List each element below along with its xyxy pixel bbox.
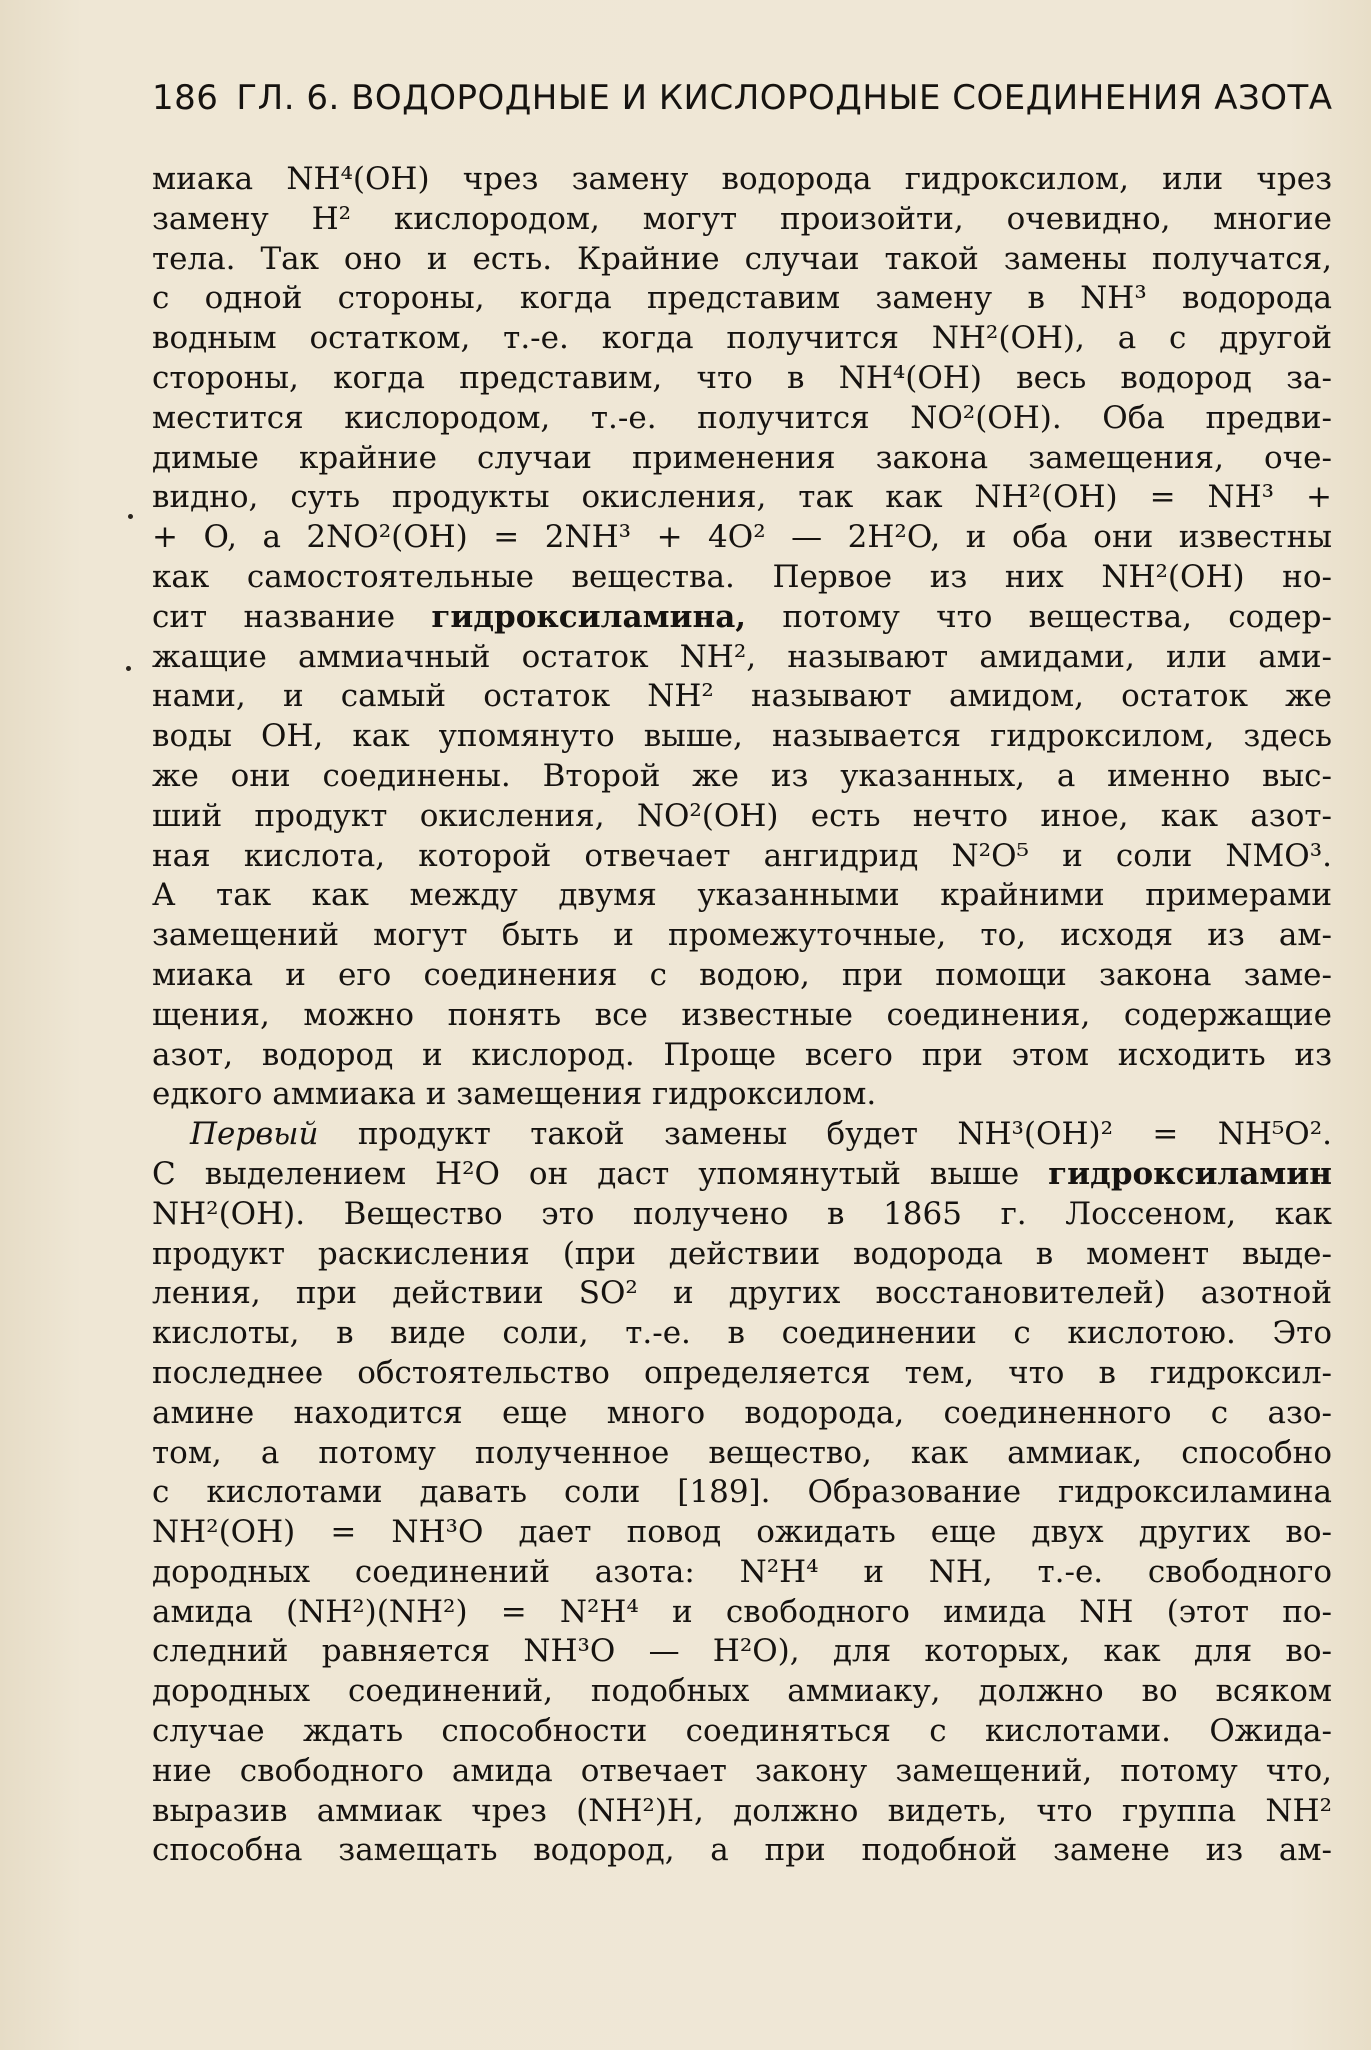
margin-mark [128,514,133,519]
text-line [152,1712,1332,1752]
text-run: дородных соединений, подобных аммиаку, должно во всяком [152,1673,1332,1710]
margin-mark [126,666,131,671]
text-run: ние свободного амида отвечает закону замещений, потому что, [152,1752,1332,1789]
text-line [152,478,1332,518]
text-line [152,1513,1332,1553]
text-line [152,319,1332,359]
text-line [152,996,1332,1036]
text-run: замену H² кислородом, могут произойти, очевидно, многие [152,200,1332,237]
text-line [152,1434,1332,1474]
text-run: местится кислородом, т.-е. получится NO²(OH). Оба предви- [152,399,1332,436]
text-run: потому что вещества, содер- [746,598,1332,635]
text-line [152,1115,1332,1155]
text-run: щения, можно понять все известные соединения, содержащие [152,996,1332,1033]
text-run: С выделением H²O он даст упомянутый выше [152,1155,1049,1192]
text-run: как самостоятельные вещества. Первое из них NH²(OH) но- [152,558,1332,595]
text-line [152,160,1332,200]
text-run: А так как между двумя указанными крайними примерами [152,877,1332,914]
text-run: ший продукт окисления, NO²(OH) есть нечто иное, как азот- [152,797,1332,834]
text-run: замещений могут быть и промежуточные, то, исходя из ам- [152,917,1332,954]
text-line [152,1235,1332,1275]
text-line [152,837,1332,877]
text-line [152,359,1332,399]
text-run: стороны, когда представим, что в NH⁴(OH) весь водород за- [152,359,1332,396]
text-line [152,200,1332,240]
text-line [152,677,1332,717]
text-run: ная кислота, которой отвечает ангидрид N²O⁵ и соли NMO³. [152,837,1332,874]
text-line [152,558,1332,598]
text-run: дородных соединений азота: N²H⁴ и NH, т.-е. свободного [152,1553,1332,1590]
text-line [152,876,1332,916]
text-line [152,240,1332,280]
text-line [152,279,1332,319]
bold-term: гидроксиламина, [431,598,747,635]
text-line [152,1036,1332,1076]
text-line [152,1394,1332,1434]
text-run: выразив аммиак чрез (NH²)H, должно видеть, что группа NH² [152,1792,1332,1829]
text-run: NH²(OH). Вещество это получено в 1865 г. Лоссеном, как [152,1195,1332,1232]
text-run: сит название [152,598,432,635]
text-line [152,1632,1332,1672]
text-line [152,1553,1332,1593]
text-run: с одной стороны, когда представим замену в NH³ водорода [152,280,1332,317]
text-run: видно, суть продукты окисления, так как NH²(OH) = NH³ + [152,479,1332,516]
text-line [152,1354,1332,1394]
text-run: ления, при действии SO² и других восстановителей) азотной [152,1275,1332,1312]
running-header [152,78,1332,118]
text-run: жащие аммиачный остаток NH², называют амидами, или ами- [152,638,1332,675]
text-run: же они соединены. Второй же из указанных, а именно выс- [152,757,1332,794]
text-run: кислоты, в виде соли, т.-е. в соединении с кислотою. Это [152,1315,1332,1352]
text-line [152,1672,1332,1712]
text-run: способна замещать водород, а при подобной замене из ам- [152,1832,1332,1869]
italic-term: Первый [190,1116,319,1153]
text-run: едкого аммиака и замещения гидроксилом. [152,1076,877,1113]
text-line [152,956,1332,996]
text-run: + O, а 2NO²(OH) = 2NH³ + 4O² — 2H²O, и оба они известны [152,519,1332,556]
text-line [152,518,1332,558]
text-run: водным остатком, т.-е. когда получится NH²(OH), а с другой [152,320,1332,357]
text-line [152,1752,1332,1792]
body-text [152,160,1332,1871]
text-line [152,1792,1332,1832]
running-title: ГЛ. 6. ВОДОРОДНЫЕ И КИСЛОРОДНЫЕ СОЕДИНЕНИЯ АЗОТА [236,78,1333,118]
text-run: нами, и самый остаток NH² называют амидом, остаток же [152,678,1332,715]
page-number: 186 [152,78,219,118]
text-run: том, а потому полученное вещество, как аммиак, способно [152,1434,1332,1471]
text-line [152,399,1332,439]
bold-term: гидроксиламин [1048,1155,1332,1192]
text-run: димые крайние случаи применения закона замещения, оче- [152,439,1332,476]
text-line [152,1195,1332,1235]
text-run: воды OH, как упомянуто выше, называется гидроксилом, здесь [152,718,1332,755]
text-line [152,1075,1332,1115]
text-line [152,638,1332,678]
text-line [152,1473,1332,1513]
text-line [152,439,1332,479]
text-run: с кислотами давать соли [189]. Образование гидроксиламина [152,1474,1332,1511]
text-line [152,598,1332,638]
text-line [152,1831,1332,1871]
text-run: продукт раскисления (при действии водорода в момент выде- [152,1235,1332,1272]
text-run: следний равняется NH³O — H²O), для которых, как для во- [152,1633,1332,1670]
text-line [152,1274,1332,1314]
text-run: случае ждать способности соединяться с кислотами. Ожида- [152,1713,1332,1750]
text-line [152,757,1332,797]
text-run: последнее обстоятельство определяется тем, что в гидроксил- [152,1354,1332,1391]
text-run: продукт такой замены будет NH³(OH)² = NH⁵O². [318,1116,1332,1153]
text-run: амида (NH²)(NH²) = N²H⁴ и свободного имида NH (этот по- [152,1593,1332,1630]
text-line [152,1314,1332,1354]
text-run: азот, водород и кислород. Проще всего при этом исходить из [152,1036,1332,1073]
text-line [152,1155,1332,1195]
text-line [152,1593,1332,1633]
text-run: миака NH⁴(OH) чрез замену водорода гидроксилом, или чрез [152,161,1332,197]
text-line [152,916,1332,956]
text-run: тела. Так оно и есть. Крайние случаи такой замены получатся, [152,240,1332,277]
text-run: амине находится еще много водорода, соединенного с азо- [152,1394,1332,1431]
text-run: NH²(OH) = NH³O дает повод ожидать еще двух других во- [152,1514,1332,1551]
text-line [152,717,1332,757]
text-run: миака и его соединения с водою, при помощи закона заме- [152,956,1332,993]
text-line [152,797,1332,837]
